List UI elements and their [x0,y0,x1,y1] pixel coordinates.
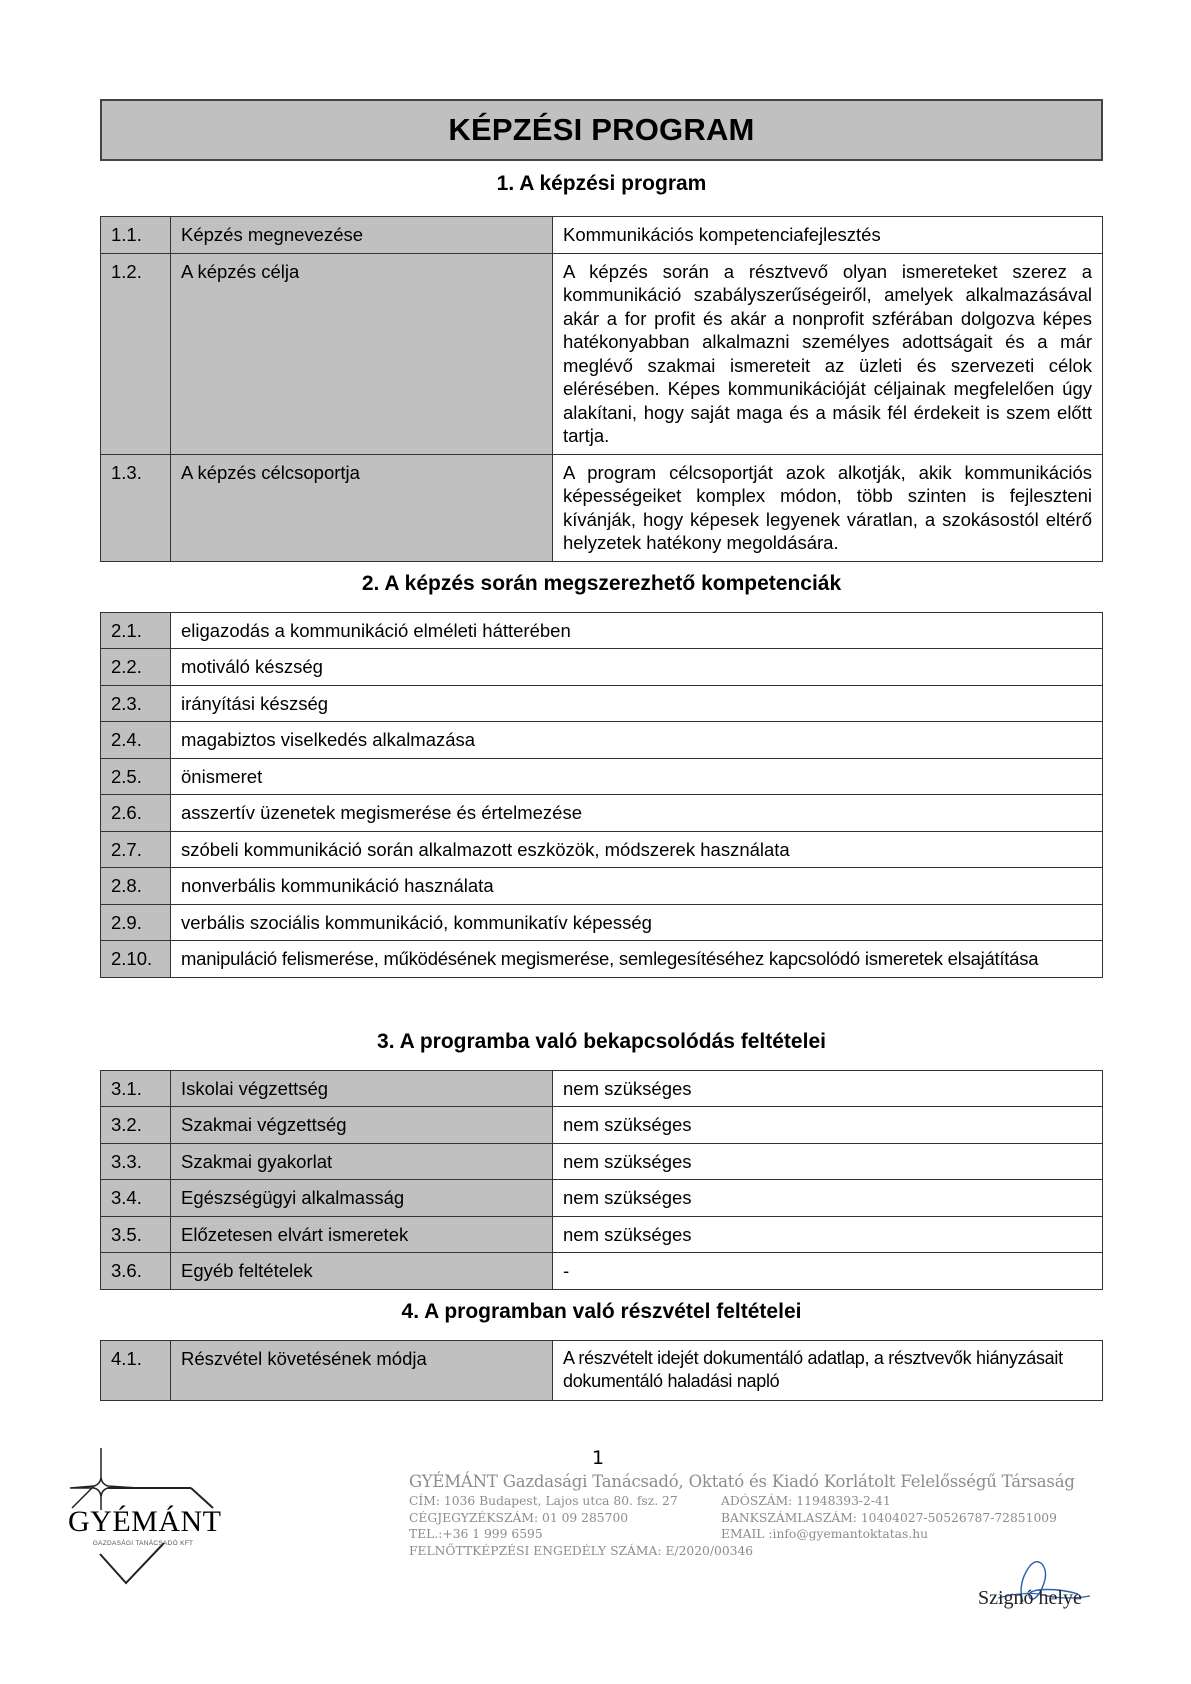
row-number: 3.5. [101,1216,171,1253]
row-value: nem szükséges [553,1216,1103,1253]
section-3-title: 3. A programba való bekapcsolódás feltételei [377,1029,826,1053]
company-info [409,1472,1075,1559]
row-label: Előzetesen elvárt ismeretek [171,1216,553,1253]
row-value: eligazodás a kommunikáció elméleti hátterében [171,612,1103,649]
company-address: CÍM: 1036 Budapest, Lajos utca 80. fsz. 27 [409,1494,678,1508]
row-number: 2.7. [101,831,171,868]
logo-name: GYÉMÁNT [68,1505,222,1538]
row-label: Szakmai végzettség [171,1107,553,1144]
row-value: motiváló készség [171,649,1103,686]
row-number: 3.2. [101,1107,171,1144]
table-row [101,1216,1103,1253]
row-label: Egyéb feltételek [171,1253,553,1290]
table-row [101,941,1103,978]
logo-subtitle: GAZDASÁGI TANÁCSADÓ KFT [92,1540,194,1547]
row-value: nonverbális kommunikáció használata [171,868,1103,905]
company-logo [68,1448,222,1588]
row-number: 2.9. [101,904,171,941]
table-row [101,904,1103,941]
company-phone: TEL.:+36 1 999 6595 [409,1527,543,1541]
company-tax-number: ADÓSZÁM: 11948393-2-41 [721,1494,891,1508]
section-3-table [100,1070,1103,1290]
section-2-table [100,612,1103,978]
table-row [101,1253,1103,1290]
row-number: 2.3. [101,685,171,722]
row-value: szóbeli kommunikáció során alkalmazott eszközök, módszerek használata [171,831,1103,868]
signature-area [978,1552,1108,1622]
row-value: nem szükséges [553,1180,1103,1217]
table-row [101,722,1103,759]
row-label: Képzés megnevezése [171,217,553,254]
section-1-table [100,216,1103,562]
company-license: FELNŐTTKÉPZÉSI ENGEDÉLY SZÁMA: E/2020/00346 [409,1543,754,1558]
row-value: Kommunikációs kompetenciafejlesztés [553,217,1103,254]
table-row [101,1340,1103,1400]
row-value: nem szükséges [553,1107,1103,1144]
row-number: 2.10. [101,941,171,978]
row-label: Szakmai gyakorlat [171,1143,553,1180]
row-value: nem szükséges [553,1143,1103,1180]
row-number: 2.4. [101,722,171,759]
table-row [101,685,1103,722]
row-number: 3.4. [101,1180,171,1217]
row-value: magabiztos viselkedés alkalmazása [171,722,1103,759]
row-number: 1.2. [101,253,171,454]
table-row [101,758,1103,795]
row-value: asszertív üzenetek megismerése és értelmezése [171,795,1103,832]
table-row [101,612,1103,649]
main-title-box [100,99,1103,161]
section-4-table [100,1340,1103,1401]
row-value: A részvételt idejét dokumentáló adatlap, a résztvevők hiányzásait dokumentáló haladási napló [553,1340,1103,1400]
row-number: 2.2. [101,649,171,686]
row-value: irányítási készség [171,685,1103,722]
row-number: 1.3. [101,454,171,561]
row-number: 1.1. [101,217,171,254]
row-label: A képzés célja [171,253,553,454]
company-name: GYÉMÁNT Gazdasági Tanácsadó, Oktató és Kiadó Korlátolt Felelősségű Társaság [409,1472,1075,1491]
company-registry-number: CÉGJEGYZÉKSZÁM: 01 09 285700 [409,1510,629,1525]
row-number: 2.6. [101,795,171,832]
row-label: Részvétel követésének módja [171,1340,553,1400]
row-label: Egészségügyi alkalmasság [171,1180,553,1217]
table-row [101,649,1103,686]
section-1-title: 1. A képzési program [496,172,707,195]
row-value: A képzés során a résztvevő olyan ismereteket szerez a kommunikáció szabályszerűségeiről, amelyek alkalmazásával akár a for profit és akár a nonprofit szférában dolgozva képes hatékonyabban alkalmazni személyes adottságait és a már meglévő szakmai ismereteit az üzleti és szervezeti célok elérésében. Képes kommunikációját céljainak megfelelően úgy alakítani, hogy saját maga és a másik fél érdekeit is szem előtt tartja. [553,253,1103,454]
row-value: verbális szociális kommunikáció, kommunikatív képesség [171,904,1103,941]
row-number: 3.3. [101,1143,171,1180]
table-row [101,253,1103,454]
row-value: - [553,1253,1103,1290]
table-row [101,1180,1103,1217]
table-row [101,868,1103,905]
row-value: önismeret [171,758,1103,795]
company-bank-account: BANKSZÁMLASZÁM: 10404027-50526787-72851009 [721,1510,1057,1525]
document-page [100,99,1103,1401]
page-number: 1 [592,1447,605,1469]
company-email: EMAIL :info@gyemantoktatas.hu [721,1527,929,1541]
table-row [101,795,1103,832]
row-number: 2.8. [101,868,171,905]
section-2-title: 2. A képzés során megszerezhető kompetenciák [361,571,842,595]
row-number: 2.1. [101,612,171,649]
table-row [101,1070,1103,1107]
table-row [101,831,1103,868]
main-title: KÉPZÉSI PROGRAM [448,112,755,147]
row-value: manipuláció felismerése, működésének megismerése, semlegesítéséhez kapcsolódó ismeretek elsajátítása [171,941,1103,978]
row-number: 3.6. [101,1253,171,1290]
table-row [101,1107,1103,1144]
row-label: Iskolai végzettség [171,1070,553,1107]
row-number: 2.5. [101,758,171,795]
table-row [101,1143,1103,1180]
table-row [101,217,1103,254]
row-number: 4.1. [101,1340,171,1400]
signature-label: Szignó helye [978,1587,1082,1609]
row-number: 3.1. [101,1070,171,1107]
table-row [101,454,1103,561]
row-label: A képzés célcsoportja [171,454,553,561]
row-value: nem szükséges [553,1070,1103,1107]
row-value: A program célcsoportját azok alkotják, akik kommunikációs képességeiket komplex módon, több szinten is fejleszteni kívánják, hogy képesek legyenek váratlan, a szokásostól eltérő helyzetek hatékony megoldására. [553,454,1103,561]
section-4-title: 4. A programban való részvétel feltételei [401,1299,802,1323]
